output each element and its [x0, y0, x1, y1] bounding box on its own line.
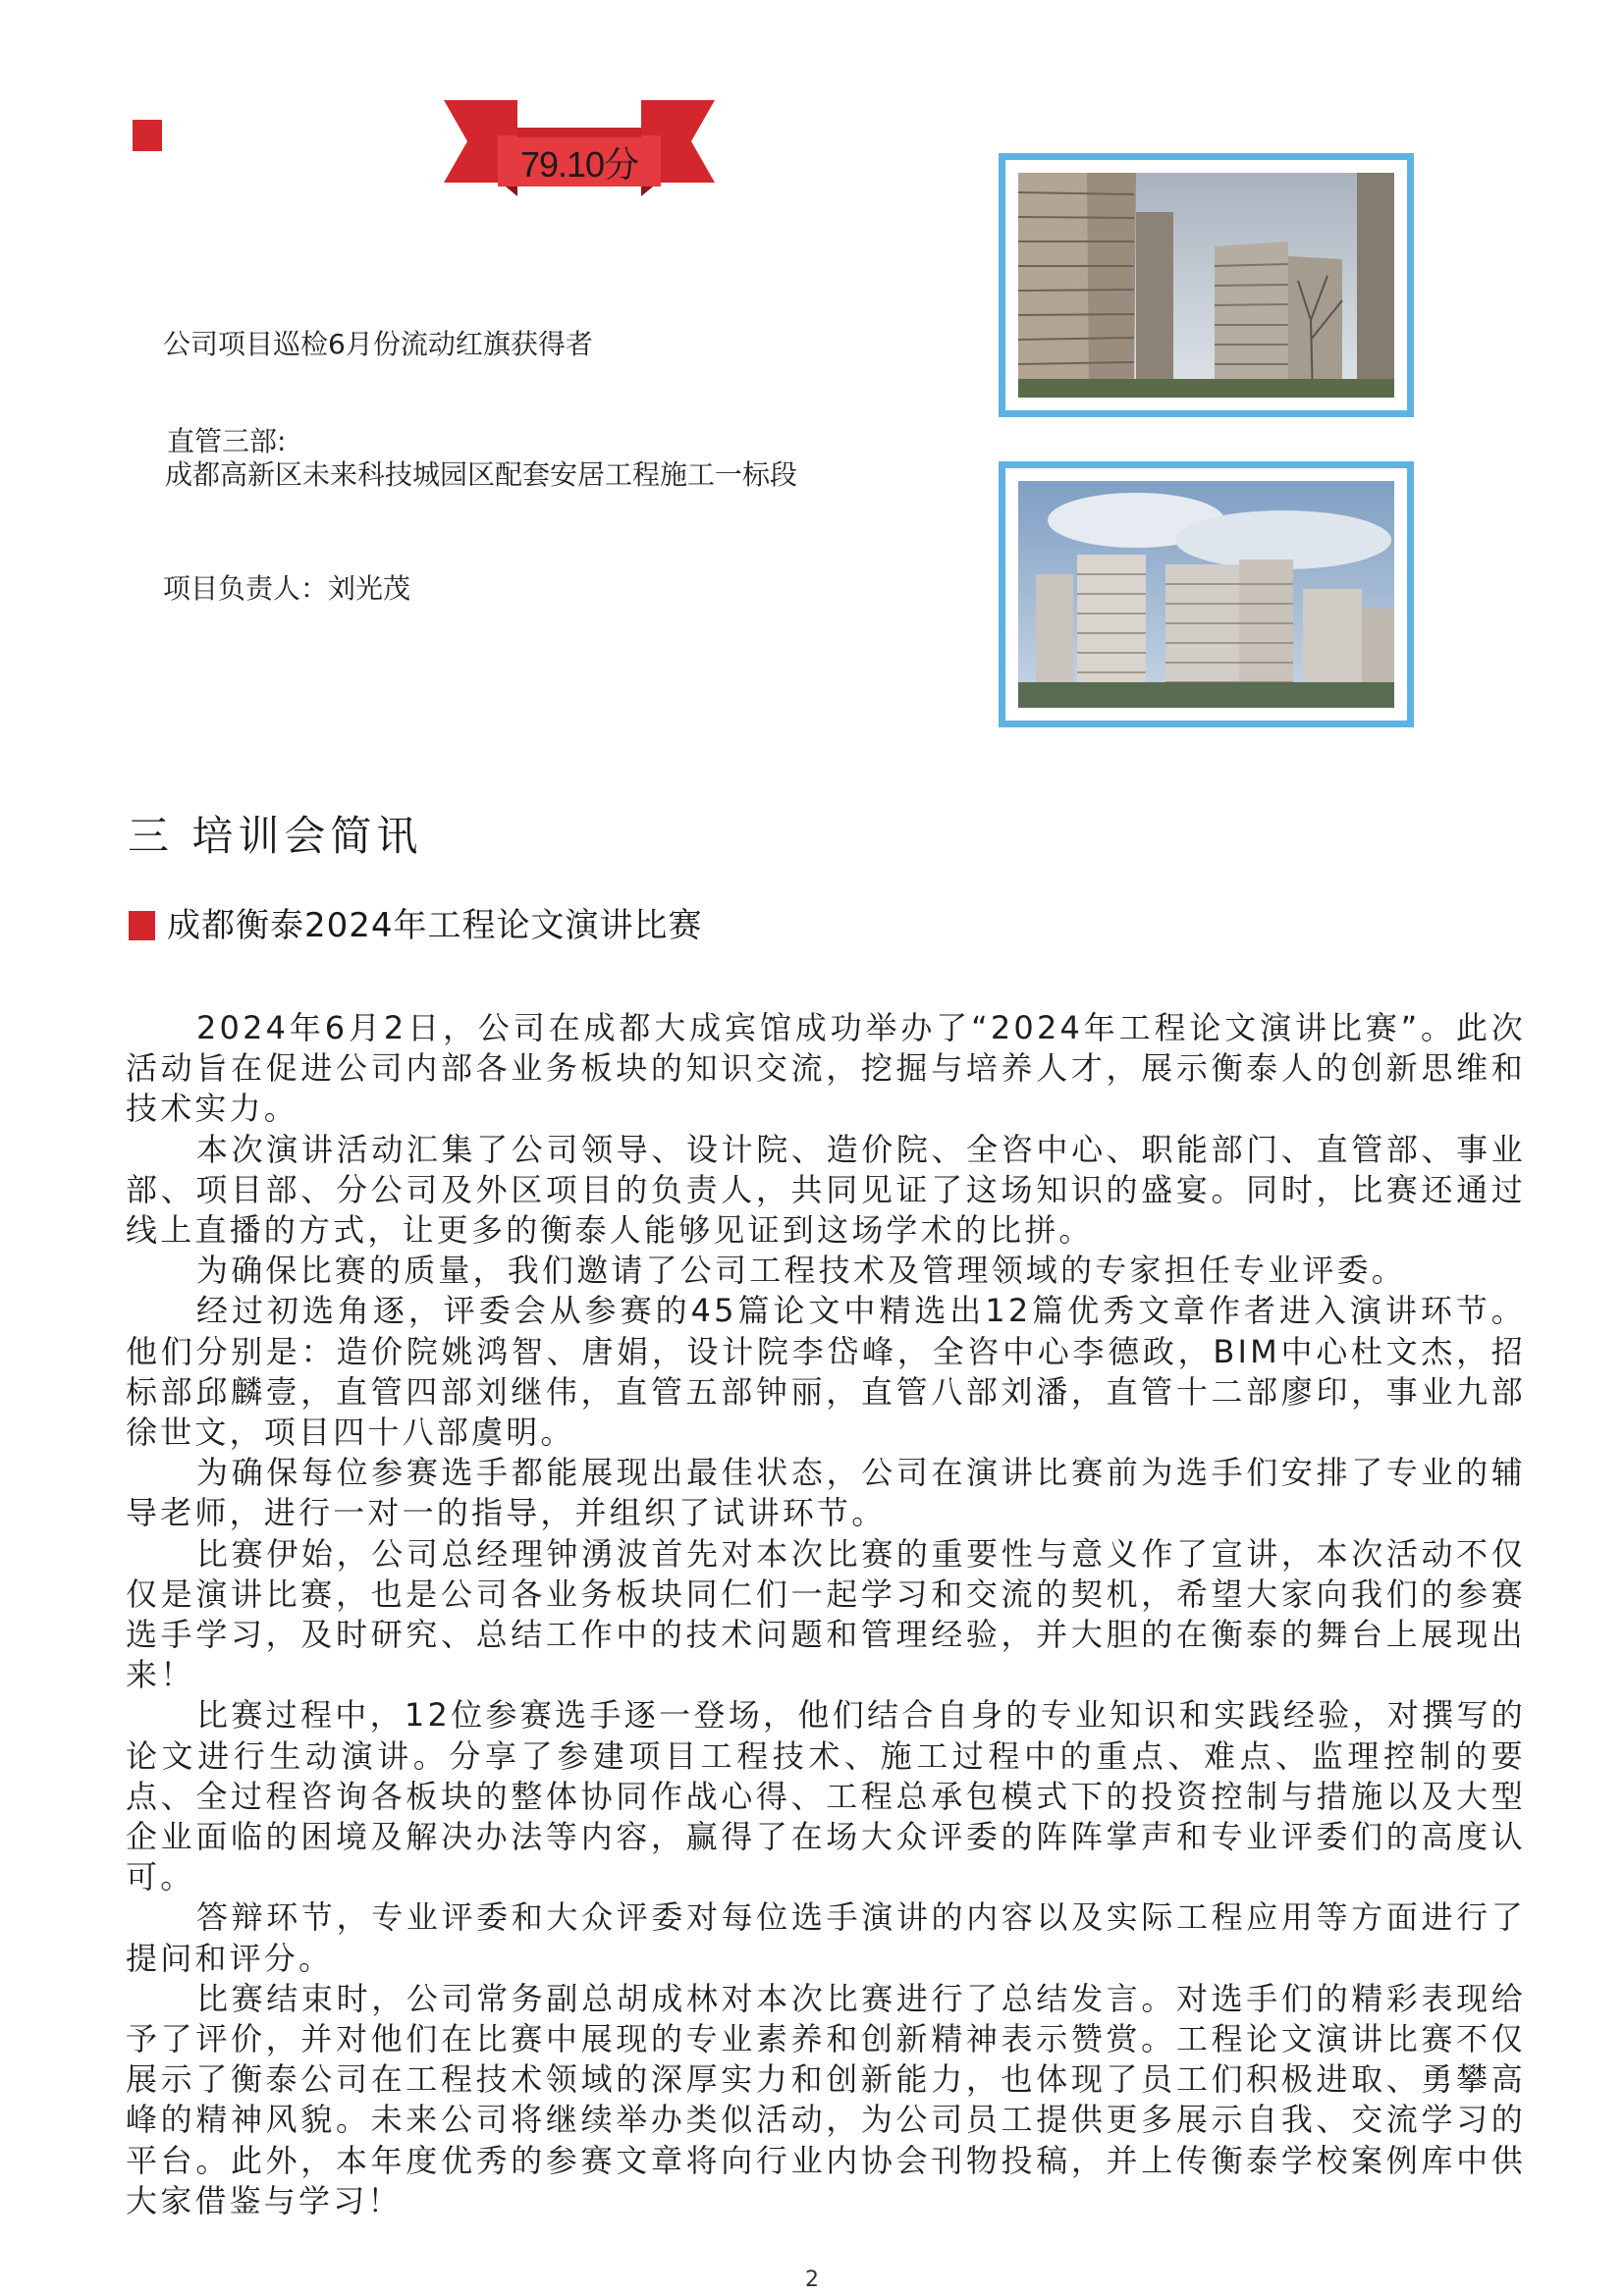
- building-photo-1-image: [1018, 173, 1394, 398]
- building-photo-2: [999, 461, 1414, 727]
- red-square-marker: [129, 911, 155, 940]
- article-paragraph: 比赛伊始，公司总经理钟湧波首先对本次比赛的重要性与意义作了宣讲，本次活动不仅仅是演讲比赛，也是公司各业务板块同仁们一起学习和交流的契机，希望大家向我们的参赛选手学习，及时研究、总结工作中的技术问题和管理经验，并大胆的在衡泰的舞台上展现出来！: [126, 1534, 1526, 1694]
- article-body: [126, 1008, 1526, 2221]
- building-photo-1: [999, 153, 1414, 417]
- red-square-marker: [133, 120, 162, 151]
- article-paragraph: 答辩环节，专业评委和大众评委对每位选手演讲的内容以及实际工程应用等方面进行了提问和评分。: [126, 1898, 1526, 1977]
- department-label: 直管三部:: [167, 425, 287, 457]
- article-paragraph: 2024年6月2日，公司在成都大成宾馆成功举办了“2024年工程论文演讲比赛”。此次活动旨在促进公司内部各业务板块的知识交流，挖掘与培养人才，展示衡泰人的创新思维和技术实力。: [126, 1009, 1526, 1128]
- article-paragraph: 本次演讲活动汇集了公司领导、设计院、造价院、全咨中心、职能部门、直管部、事业部、项目部、分公司及外区项目的负责人，共同见证了这场知识的盛宴。同时，比赛还通过线上直播的方式，让更多的衡泰人能够见证到这场学术的比拼。: [126, 1130, 1526, 1250]
- article-paragraph: 比赛过程中，12位参赛选手逐一登场，他们结合自身的专业知识和实践经验，对撰写的论文进行生动演讲。分享了参建项目工程技术、施工过程中的重点、难点、监理控制的要点、全过程咨询各板块的整体协同作战心得、工程总承包模式下的投资控制与措施以及大型企业面临的困境及解决办法等内容，赢得了在场大众评委的阵阵掌声和专业评委们的高度认可。: [126, 1696, 1526, 1896]
- project-name: 成都高新区未来科技城园区配套安居工程施工一标段: [165, 458, 798, 491]
- article-title: 成都衡泰2024年工程论文演讲比赛: [167, 906, 703, 945]
- building-photo-2-image: [1018, 481, 1394, 708]
- article-paragraph: 为确保比赛的质量，我们邀请了公司工程技术及管理领域的专家担任专业评委。: [196, 1252, 1407, 1290]
- project-manager: 项目负责人：刘光茂: [163, 572, 411, 605]
- page-number: 2: [805, 2268, 819, 2292]
- article-paragraph: 比赛结束时，公司常务副总胡成林对本次比赛进行了总结发言。对选手们的精彩表现给予了评价，并对他们在比赛中展现的专业素养和创新精神表示赞赏。工程论文演讲比赛不仅展示了衡泰公司在工程技术领域的深厚实力和创新能力，也体现了员工们积极进取、勇攀高峰的精神风貌。未来公司将继续举办类似活动，为公司员工提供更多展示自我、交流学习的平台。此外，本年度优秀的参赛文章将向行业内协会刊物投稿，并上传衡泰学校案例库中供大家借鉴与学习！: [126, 1979, 1526, 2219]
- score-value: 79.10分: [519, 144, 639, 185]
- section-title: 三 培训会简讯: [128, 812, 423, 860]
- article-paragraph: 为确保每位参赛选手都能展现出最佳状态，公司在演讲比赛前为选手们安排了专业的辅导老师，进行一对一的指导，并组织了试讲环节。: [126, 1454, 1526, 1532]
- award-label: 公司项目巡检6月份流动红旗获得者: [163, 328, 593, 360]
- article-paragraph: 经过初选角逐，评委会从参赛的45篇论文中精选出12篇优秀文章作者进入演讲环节。他们分别是：造价院姚鸿智、唐娟，设计院李岱峰，全咨中心李德政，BIM中心杜文杰，招标部邱麟壹，直管四部刘继伟，直管五部钟丽，直管八部刘潘，直管十二部廖印，事业九部徐世文，项目四十八部虞明。: [126, 1292, 1526, 1452]
